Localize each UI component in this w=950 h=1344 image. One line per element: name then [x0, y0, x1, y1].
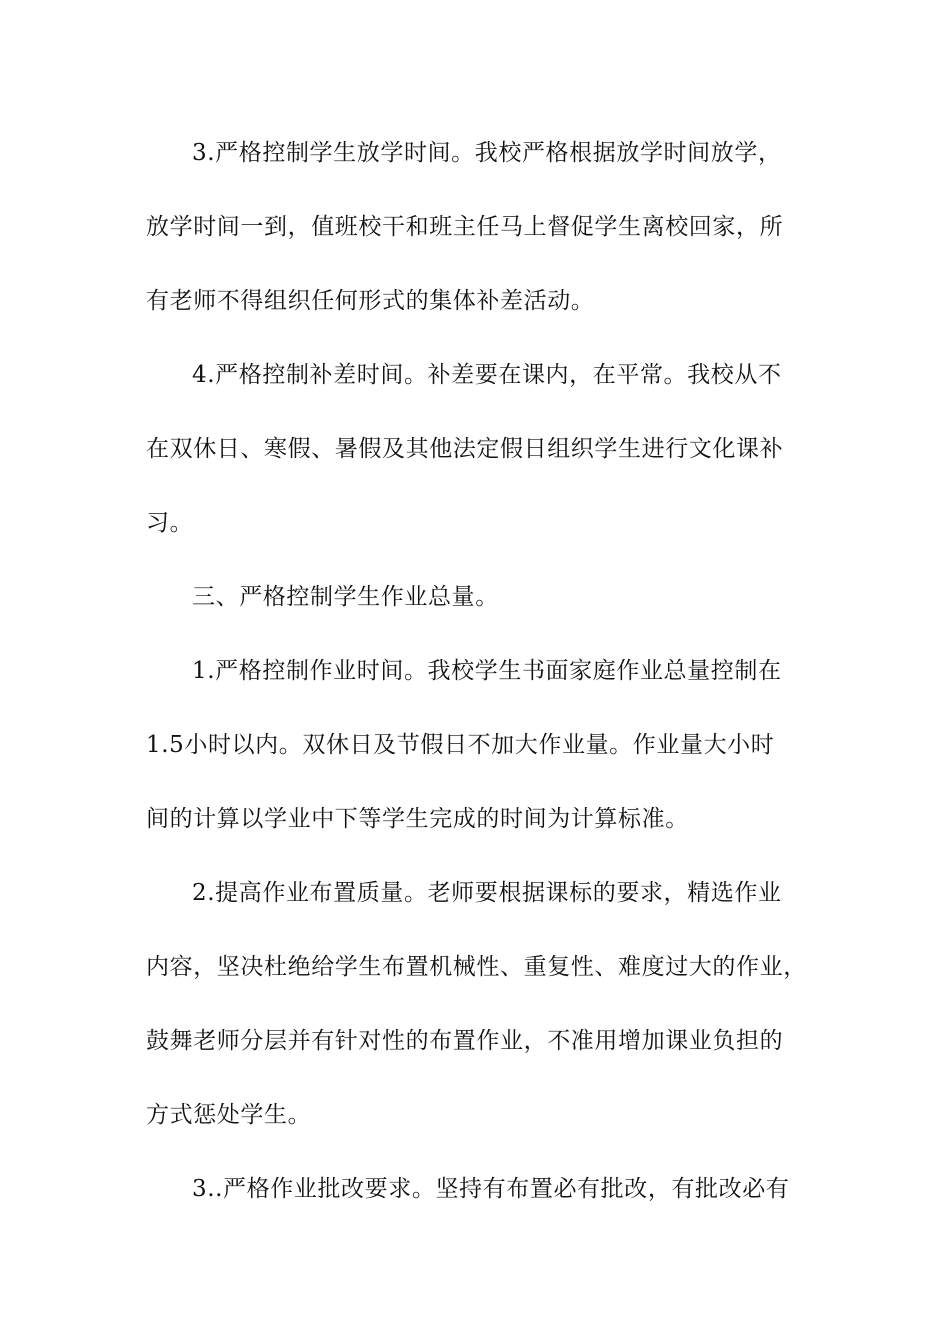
paragraph-line: 间的计算以学业中下等学生完成的时间为计算标准。: [146, 806, 689, 832]
paragraph-line: 2.提高作业布置质量。老师要根据课标的要求，精选作业: [192, 880, 782, 906]
paragraph-line: 内容，坚决杜绝给学生布置机械性、重复性、难度过大的作业，: [146, 954, 807, 980]
paragraph-line: 放学时间一到，值班校干和班主任马上督促学生离校回家，所: [146, 214, 784, 240]
section-heading: 三、严格控制学生作业总量。: [192, 584, 499, 610]
paragraph-line: 3.严格控制学生放学时间。我校严格根据放学时间放学，: [192, 140, 782, 166]
paragraph-line: 习。: [146, 510, 194, 536]
paragraph-line: 3..严格作业批改要求。坚持有布置必有批改，有批改必有: [192, 1176, 790, 1202]
paragraph-line: 在双休日、寒假、暑假及其他法定假日组织学生进行文化课补: [146, 436, 784, 462]
paragraph-line: 1.5小时以内。双休日及节假日不加大作业量。作业量大小时: [146, 732, 775, 758]
paragraph-line: 1.严格控制作业时间。我校学生书面家庭作业总量控制在: [192, 658, 782, 684]
paragraph-line: 方式惩处学生。: [146, 1102, 312, 1128]
paragraph-line: 有老师不得组织任何形式的集体补差活动。: [146, 288, 595, 314]
paragraph-line: 4.严格控制补差时间。补差要在课内，在平常。我校从不: [192, 362, 782, 388]
paragraph-line: 鼓舞老师分层并有针对性的布置作业，不准用增加课业负担的: [146, 1028, 784, 1054]
